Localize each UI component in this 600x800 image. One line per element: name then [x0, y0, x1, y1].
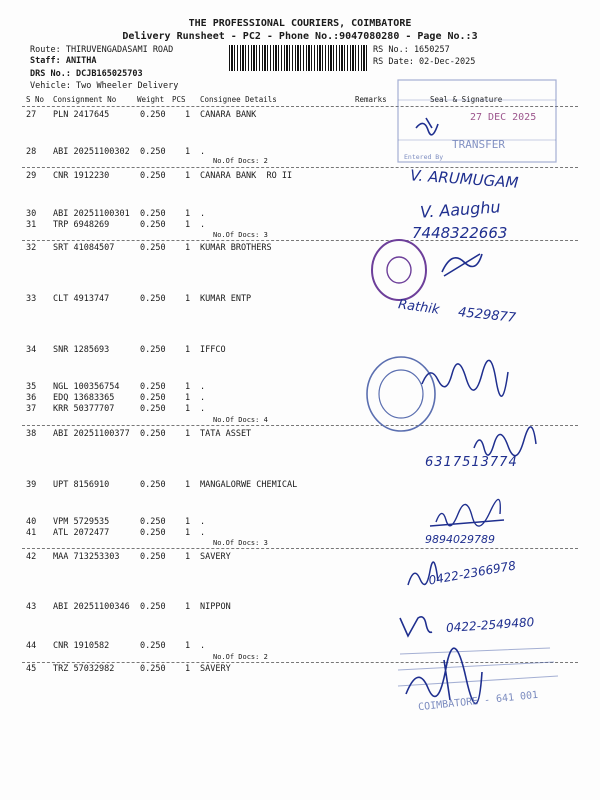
row-weight: 0.250	[140, 664, 166, 674]
handwritten-phone: 9894029789	[425, 533, 495, 546]
row-pcs: 1	[185, 480, 191, 490]
row-pcs: 1	[185, 382, 191, 392]
row-pcs: 1	[185, 147, 191, 157]
row-sno: 32	[26, 243, 37, 253]
runsheet-subtitle: Delivery Runsheet - PC2 - Phone No.:9047080280 - Page No.:3	[122, 31, 478, 42]
row-consignment: SRT 41084507	[53, 243, 115, 253]
row-pcs: 1	[185, 552, 191, 562]
col-pcs: PCS	[172, 95, 186, 104]
row-consignment: CLT 4913747	[53, 294, 110, 304]
row-sno: 43	[26, 602, 37, 612]
signature-scribble	[396, 612, 436, 640]
docs-note: No.Of Docs: 2	[213, 653, 268, 661]
row-consignee: MANGALORWE CHEMICAL	[200, 480, 298, 490]
row-sno: 33	[26, 294, 37, 304]
row-pcs: 1	[185, 602, 191, 612]
row-sno: 45	[26, 664, 37, 674]
row-weight: 0.250	[140, 294, 166, 304]
row-consignment: KRR 50377707	[53, 404, 115, 414]
row-sno: 40	[26, 517, 37, 527]
row-pcs: 1	[185, 641, 191, 651]
route-label: Route: THIRUVENGADASAMI ROAD	[30, 45, 174, 55]
row-consignment: VPM 5729535	[53, 517, 110, 527]
row-consignment: UPT 8156910	[53, 480, 110, 490]
row-pcs: 1	[185, 517, 191, 527]
row-sno: 41	[26, 528, 37, 538]
drs-number: DRS No.: DCJB165025703	[30, 69, 143, 79]
row-consignment: TRZ 57032982	[53, 664, 115, 674]
row-consignee: IFFCO	[200, 345, 226, 355]
row-weight: 0.250	[140, 243, 166, 253]
row-consignment: ABI 20251100301	[53, 209, 130, 219]
rs-number: RS No.: 1650257	[373, 45, 450, 55]
row-consignee: .	[200, 393, 206, 403]
row-pcs: 1	[185, 664, 191, 674]
signature-scribble	[428, 502, 518, 532]
row-consignee: SAVERY	[200, 664, 231, 674]
barcode	[229, 45, 367, 71]
stamp-date: 27 DEC 2025	[470, 112, 537, 123]
row-consignee: .	[200, 517, 206, 527]
row-weight: 0.250	[140, 220, 166, 230]
row-sno: 42	[26, 552, 37, 562]
row-pcs: 1	[185, 110, 191, 120]
row-weight: 0.250	[140, 393, 166, 403]
row-sno: 28	[26, 147, 37, 157]
row-weight: 0.250	[140, 345, 166, 355]
row-consignment: ABI 20251100346	[53, 602, 130, 612]
company-stamp-city: COIMBATORE - 641 001	[417, 689, 539, 714]
row-sno: 30	[26, 209, 37, 219]
row-consignment: CNR 1910582	[53, 641, 110, 651]
row-consignee: .	[200, 220, 206, 230]
row-consignee: .	[200, 528, 206, 538]
row-consignee: CANARA BANK	[200, 110, 257, 120]
row-sno: 36	[26, 393, 37, 403]
row-consignee: .	[200, 147, 206, 157]
row-weight: 0.250	[140, 528, 166, 538]
handwritten-name: V. ARUMUGAM	[409, 166, 519, 192]
col-seal: Seal & Signature	[430, 95, 503, 104]
handwritten-phone: 7448322663	[412, 224, 508, 242]
handwritten-signature: V. Aaughu	[419, 197, 502, 222]
row-consignee: NIPPON	[200, 602, 231, 612]
docs-note: No.Of Docs: 3	[213, 539, 268, 547]
row-pcs: 1	[185, 528, 191, 538]
row-consignment: ATL 2072477	[53, 528, 110, 538]
row-sno: 34	[26, 345, 37, 355]
row-sno: 44	[26, 641, 37, 651]
docs-note: No.Of Docs: 2	[213, 157, 268, 165]
row-sno: 35	[26, 382, 37, 392]
stamp-entered-by: Entered By	[404, 153, 444, 161]
row-pcs: 1	[185, 393, 191, 403]
row-consignee: SAVERY	[200, 552, 231, 562]
col-consignment: Consignment No	[53, 95, 117, 104]
row-consignment: MAA 713253303	[53, 552, 120, 562]
docs-note: No.Of Docs: 3	[213, 231, 268, 239]
row-pcs: 1	[185, 243, 191, 253]
handwritten-name: Rathik	[397, 297, 441, 318]
row-consignment: TRP 6948269	[53, 220, 110, 230]
row-divider	[22, 548, 578, 549]
row-consignment: SNR 1285693	[53, 345, 110, 355]
col-sno: S No	[26, 95, 45, 104]
col-weight: Weight	[137, 95, 165, 104]
handwritten-number: 6317513774	[425, 455, 518, 470]
row-consignment: CNR 1912230	[53, 171, 110, 181]
row-consignee: .	[200, 641, 206, 651]
row-pcs: 1	[185, 429, 191, 439]
row-sno: 29	[26, 171, 37, 181]
row-weight: 0.250	[140, 602, 166, 612]
row-consignee: CANARA BANK RO II	[200, 171, 293, 181]
row-sno: 38	[26, 429, 37, 439]
company-title: THE PROFESSIONAL COURIERS, COIMBATORE	[188, 18, 412, 29]
row-sno: 39	[26, 480, 37, 490]
row-consignment: PLN 2417645	[53, 110, 110, 120]
staff-label: Staff: ANITHA	[30, 56, 97, 66]
row-pcs: 1	[185, 294, 191, 304]
row-weight: 0.250	[140, 382, 166, 392]
row-pcs: 1	[185, 345, 191, 355]
row-weight: 0.250	[140, 209, 166, 219]
row-pcs: 1	[185, 209, 191, 219]
row-weight: 0.250	[140, 552, 166, 562]
vehicle-label: Vehicle: Two Wheeler Delivery	[30, 81, 179, 91]
row-consignment: ABI 20251100302	[53, 147, 130, 157]
handwritten-number: 4529877	[457, 305, 517, 326]
row-consignee: .	[200, 404, 206, 414]
row-consignee: .	[200, 382, 206, 392]
row-consignee: KUMAR ENTP	[200, 294, 252, 304]
row-weight: 0.250	[140, 171, 166, 181]
row-sno: 27	[26, 110, 37, 120]
row-pcs: 1	[185, 171, 191, 181]
handwritten-phone: 0422-2366978	[427, 558, 517, 588]
stamp-transfer: TRANSFER	[452, 138, 505, 151]
row-consignment: NGL 100356754	[53, 382, 120, 392]
round-stamp	[370, 238, 428, 302]
row-consignee: TATA ASSET	[200, 429, 252, 439]
signature-scribble	[470, 432, 540, 456]
row-weight: 0.250	[140, 429, 166, 439]
row-consignment: EDQ 13683365	[53, 393, 115, 403]
docs-note: No.Of Docs: 4	[213, 416, 268, 424]
row-divider	[22, 425, 578, 426]
row-weight: 0.250	[140, 641, 166, 651]
row-sno: 37	[26, 404, 37, 414]
row-weight: 0.250	[140, 517, 166, 527]
row-weight: 0.250	[140, 404, 166, 414]
col-consignee: Consignee Details	[200, 95, 277, 104]
row-consignee: KUMAR BROTHERS	[200, 243, 272, 253]
row-consignee: .	[200, 209, 206, 219]
row-pcs: 1	[185, 404, 191, 414]
handwritten-phone: 0422-2549480	[445, 614, 535, 636]
signature-scribble	[438, 248, 488, 280]
row-consignment: ABI 20251100377	[53, 429, 130, 439]
col-remarks: Remarks	[355, 95, 387, 104]
rs-date: RS Date: 02-Dec-2025	[373, 57, 476, 67]
row-weight: 0.250	[140, 480, 166, 490]
signature-scribble	[418, 362, 518, 394]
row-pcs: 1	[185, 220, 191, 230]
row-weight: 0.250	[140, 110, 166, 120]
row-weight: 0.250	[140, 147, 166, 157]
row-sno: 31	[26, 220, 37, 230]
